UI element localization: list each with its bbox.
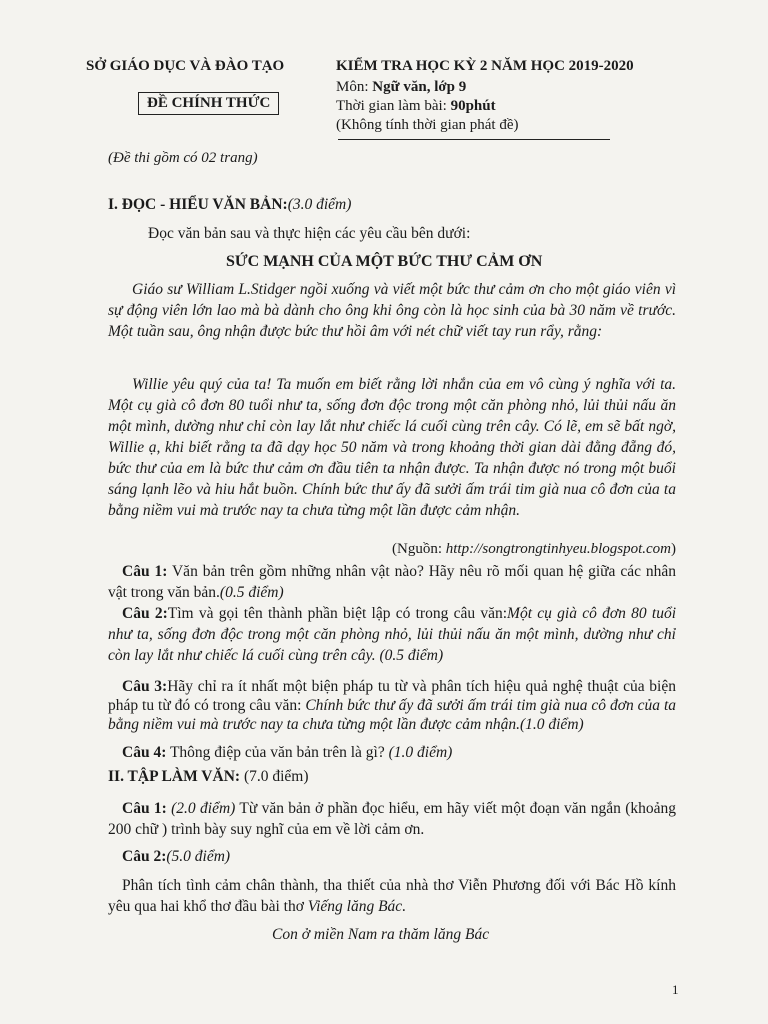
source-suffix: ) [671,541,677,557]
question-2 [108,603,676,666]
question-4-points: (1.0 điểm) [388,744,453,761]
subject-prefix: Môn: [336,79,373,95]
poem-title: Viếng lăng Bác. [307,898,407,915]
question-2-label: Câu 2: [122,605,168,622]
source-line [392,541,676,558]
writing-question-2-label: Câu 2: [122,848,167,865]
section2-title: II. TẬP LÀM VĂN: [108,768,241,785]
section1-heading [108,196,351,214]
writing-question-1-points: (2.0 điểm) [166,800,236,817]
official-exam-box: ĐỀ CHÍNH THỨC [138,92,279,115]
passage-paragraph-1: Giáo sư William L.Stidger ngồi xuống và viết một bức thư cảm ơn cho một giáo viên vì sự động viên lớn lao mà bà dành cho ông khi ông còn là học sinh của bà 30 năm về trước. Một tuần sau, ông nhận được bức thư hồi âm với nét chữ viết tay run rẩy, rằng: [108,281,676,340]
question-4 [108,742,676,763]
passage-paragraph-2: Willie yêu quý của ta! Ta muốn em biết rằng lời nhắn của em vô cùng ý nghĩa với ta. Một cụ già cô đơn 80 tuổi như ta, sống đơn độc trong một căn phòng nhỏ, lủi thủi nấu ăn một mình, dường như chỉ còn lay lắt như chiếc lá cuối cùng trên cây. Có lẽ, em sẽ bất ngờ, Willie ạ, khi biết rằng ta đã dạy học 50 năm và trong khoảng thời gian dài đằng đẵng đó, bức thư của em là bức thư cảm ơn đầu tiên ta nhận được. Ta nhận được nó trong một buổi sáng lạnh lẽo và hiu hắt buồn. Chính bức thư ấy đã sưởi ấm trái tim già nua cô đơn của ta bằng niềm vui mà trước nay ta chưa từng một lần được cảm nhận. [108,376,676,519]
section1-points: (3.0 điểm) [287,196,352,213]
writing-question-2 [122,848,230,866]
question-2-quote: Một cụ già cô đơn 80 tuổi như ta, sống đơn độc trong một căn phòng nhỏ, lủi thủi nấu ăn một mình, dường như chỉ còn lay lắt như chiếc lá cuối cùng trên cây. (0.5 điểm) [108,605,676,664]
department-name: SỞ GIÁO DỤC VÀ ĐÀO TẠO [86,58,285,74]
time-value: 90phút [450,98,496,114]
source-prefix: (Nguồn: [392,541,446,557]
writing-question-1 [108,798,676,840]
question-1-text: Văn bản trên gồm những nhân vật nào? Hãy nêu rõ mối quan hệ giữa các nhân vật trong văn bản. [108,563,676,601]
passage-title: SỨC MẠNH CỦA MỘT BỨC THƯ CẢM ƠN [226,253,543,270]
question-3-label: Câu 3: [122,678,168,695]
poem-first-line: Con ở miền Nam ra thăm lăng Bác [272,926,490,943]
page-number: 1 [672,982,679,997]
writing-question-1-text: Từ văn bản ở phần đọc hiểu, em hãy viết một đoạn văn ngắn (khoảng 200 chữ ) trình bày suy nghĩ của em về lời cảm ơn. [108,800,677,838]
reading-instruction: Đọc văn bản sau và thực hiện các yêu cầu bên dưới: [148,225,471,242]
time-line [336,98,496,115]
question-1-label: Câu 1: [122,563,168,580]
writing-question-1-label: Câu 1: [122,800,167,817]
question-3-quote: Chính bức thư ấy đã sưởi ấm trái tim già nua cô đơn của ta bằng niềm vui mà trước nay ta chưa từng một lần được cảm nhận.(1.0 điểm) [108,697,677,733]
section2-heading [108,768,309,786]
question-1-points: (0.5 điểm) [219,584,284,601]
question-3 [108,677,676,734]
subject-line [336,79,466,96]
question-2-text: Tìm và gọi tên thành phần biệt lập có trong câu văn: [167,605,508,622]
time-note: (Không tính thời gian phát đề) [336,117,519,133]
writing-question-2-prompt [108,875,676,917]
header-underline [338,139,610,140]
exam-title: KIỂM TRA HỌC KỲ 2 NĂM HỌC 2019-2020 [336,58,634,74]
question-1 [108,561,676,603]
writing-question-2-text: Phân tích tình cảm chân thành, tha thiết của nhà thơ Viễn Phương đối với Bác Hồ kính yêu qua hai khổ thơ đầu bài thơ [108,877,676,915]
time-prefix: Thời gian làm bài: [336,98,451,114]
question-4-label: Câu 4: [122,744,167,761]
section1-title: I. ĐỌC - HIỂU VĂN BẢN: [108,196,288,213]
question-4-text: Thông điệp của văn bản trên là gì? [166,744,389,761]
subject-value: Ngữ văn, lớp 9 [372,79,467,95]
source-link[interactable]: http://songtrongtinhyeu.blogspot.com [445,541,672,557]
question-3-text: Hãy chỉ ra ít nhất một biện pháp tu từ và phân tích hiệu quả nghệ thuật của biện pháp tu từ đó có trong câu văn: [108,678,676,714]
pages-note: (Đề thi gồm có 02 trang) [108,150,258,166]
section2-points: (7.0 điểm) [240,768,309,785]
writing-question-2-points: (5.0 điểm) [166,848,231,865]
